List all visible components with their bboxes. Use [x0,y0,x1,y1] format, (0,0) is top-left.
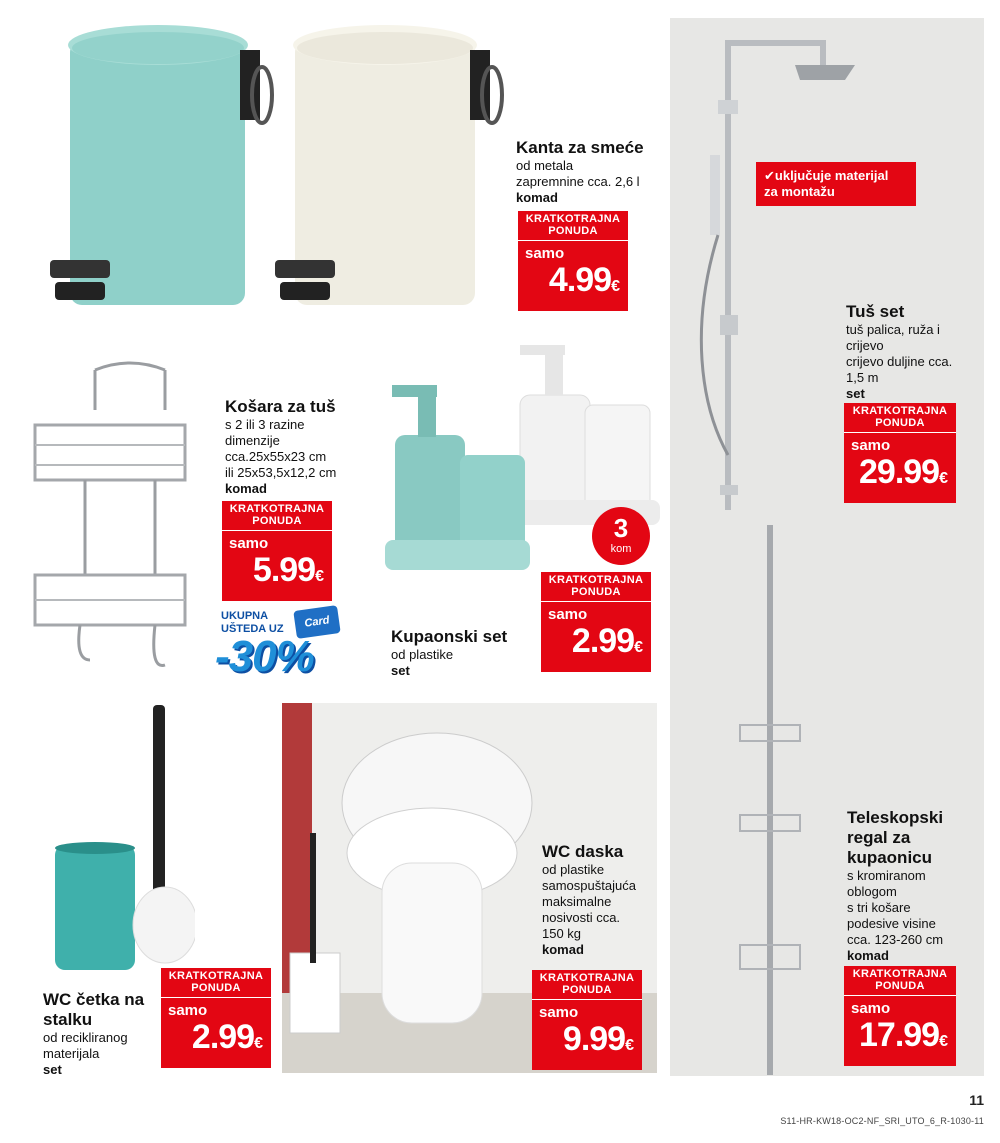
product-title: WC četka na [43,990,145,1009]
price-box [532,1000,642,1070]
product-title: Košara za tuš [225,397,336,416]
samo-label: samo [851,1000,891,1017]
product-title: regal za [847,828,911,847]
offer-label: KRATKOTRAJNA PONUDA [518,211,628,241]
price-box [222,531,332,601]
product-title: Teleskopski [847,808,944,827]
product-desc: 1,5 m [846,370,879,385]
samo-label: samo [229,535,269,552]
product-desc: samospuštajuća [542,878,636,893]
offer-label: KRATKOTRAJNA PONUDA [844,966,956,996]
samo-label: samo [851,437,891,454]
product-desc: od plastike [391,647,454,662]
card-savings-badge [213,604,348,684]
product-shower-caddy [225,397,375,497]
price-box [518,241,628,311]
product-title: Tuš set [846,302,905,321]
price-box [541,602,651,672]
price-value: 2.99€ [191,1018,263,1056]
price-tag-telescopic-shelf [844,966,956,1066]
product-desc: od plastike [542,862,605,877]
samo-label: samo [525,245,565,262]
product-desc: podesive visine [847,916,936,931]
price-tag-wc-brush [161,968,271,1068]
product-unit: set [846,386,865,401]
offer-label: KRATKOTRAJNA PONUDA [532,970,642,1000]
product-unit: set [391,663,410,678]
shower-caddy-image [25,360,195,690]
card-logo: Card [293,605,340,639]
price-value: 29.99€ [859,453,948,491]
product-desc: dimenzije [225,433,280,448]
product-title: WC daska [542,842,624,861]
product-unit: set [43,1062,62,1077]
price-box [161,998,271,1068]
price-tag-shower-set [844,403,956,503]
product-desc: od recikliranog [43,1030,128,1045]
product-bathroom-set [391,627,531,679]
product-unit: komad [516,190,558,205]
quantity-badge [592,507,650,565]
product-desc: crijevo duljine cca. [846,354,953,369]
offer-label: KRATKOTRAJNA PONUDA [222,501,332,531]
price-box [844,996,956,1066]
product-desc: s 2 ili 3 razine [225,417,305,432]
price-box [844,433,956,503]
product-title: stalku [43,1010,93,1029]
price-tag-bathroom-set [541,572,651,672]
product-desc: zapremnine cca. 2,6 l [516,174,640,189]
product-title: kupaonicu [847,848,933,867]
product-title: Kupaonski set [391,627,508,646]
price-tag-trash-can [518,211,628,311]
product-desc: cca. 123-260 cm [847,932,944,947]
product-desc: crijevo [846,338,884,353]
product-shower-set [846,302,986,402]
product-desc: materijala [43,1046,100,1061]
offer-label: KRATKOTRAJNA PONUDA [541,572,651,602]
wc-brush-image [45,700,195,980]
trash-cans-image [40,20,520,320]
product-desc: ili 25x53,5x12,2 cm [225,465,337,480]
product-title: Kanta za smeće [516,138,644,157]
savings-text: UKUPNA UŠTEDA UZ [221,610,284,635]
product-wc-seat [542,842,662,958]
price-value: 5.99€ [252,551,324,589]
product-desc: od metala [516,158,574,173]
price-value: 2.99€ [571,622,643,660]
product-desc: oblogom [847,884,897,899]
samo-label: samo [539,1004,579,1021]
savings-percent: -30% [215,632,314,681]
product-desc: nosivosti cca. [542,910,621,925]
product-unit: komad [542,942,584,957]
price-tag-wc-seat [532,970,642,1070]
mounting-material-badge: ✔uključuje materijal za montažu [756,162,916,206]
product-desc: tuš palica, ruža i [846,322,940,337]
product-unit: komad [847,948,889,963]
product-desc: 150 kg [542,926,582,941]
samo-label: samo [168,1002,208,1019]
offer-label: KRATKOTRAJNA PONUDA [161,968,271,998]
product-desc: s tri košare [847,900,911,915]
product-wc-brush [43,990,163,1078]
telescopic-shelf-image [730,525,810,1080]
page-number: 11 [969,1092,984,1108]
product-unit: komad [225,481,267,496]
quantity-unit: kom [610,543,632,555]
price-tag-shower-caddy [222,501,332,601]
samo-label: samo [548,606,588,623]
product-trash-can [516,138,676,206]
offer-label: KRATKOTRAJNA PONUDA [844,403,956,433]
price-value: 4.99€ [548,261,620,299]
price-value: 9.99€ [562,1020,634,1058]
product-desc: maksimalne [542,894,612,909]
product-telescopic-shelf [847,808,987,964]
footer-code: S11-HR-KW18-OC2-NF_SRI_UTO_6_R-1030-11 [780,1116,984,1126]
product-desc: cca.25x55x23 cm [225,449,327,464]
quantity-number: 3 [613,513,629,543]
product-desc: s kromiranom [847,868,926,883]
price-value: 17.99€ [859,1016,948,1054]
